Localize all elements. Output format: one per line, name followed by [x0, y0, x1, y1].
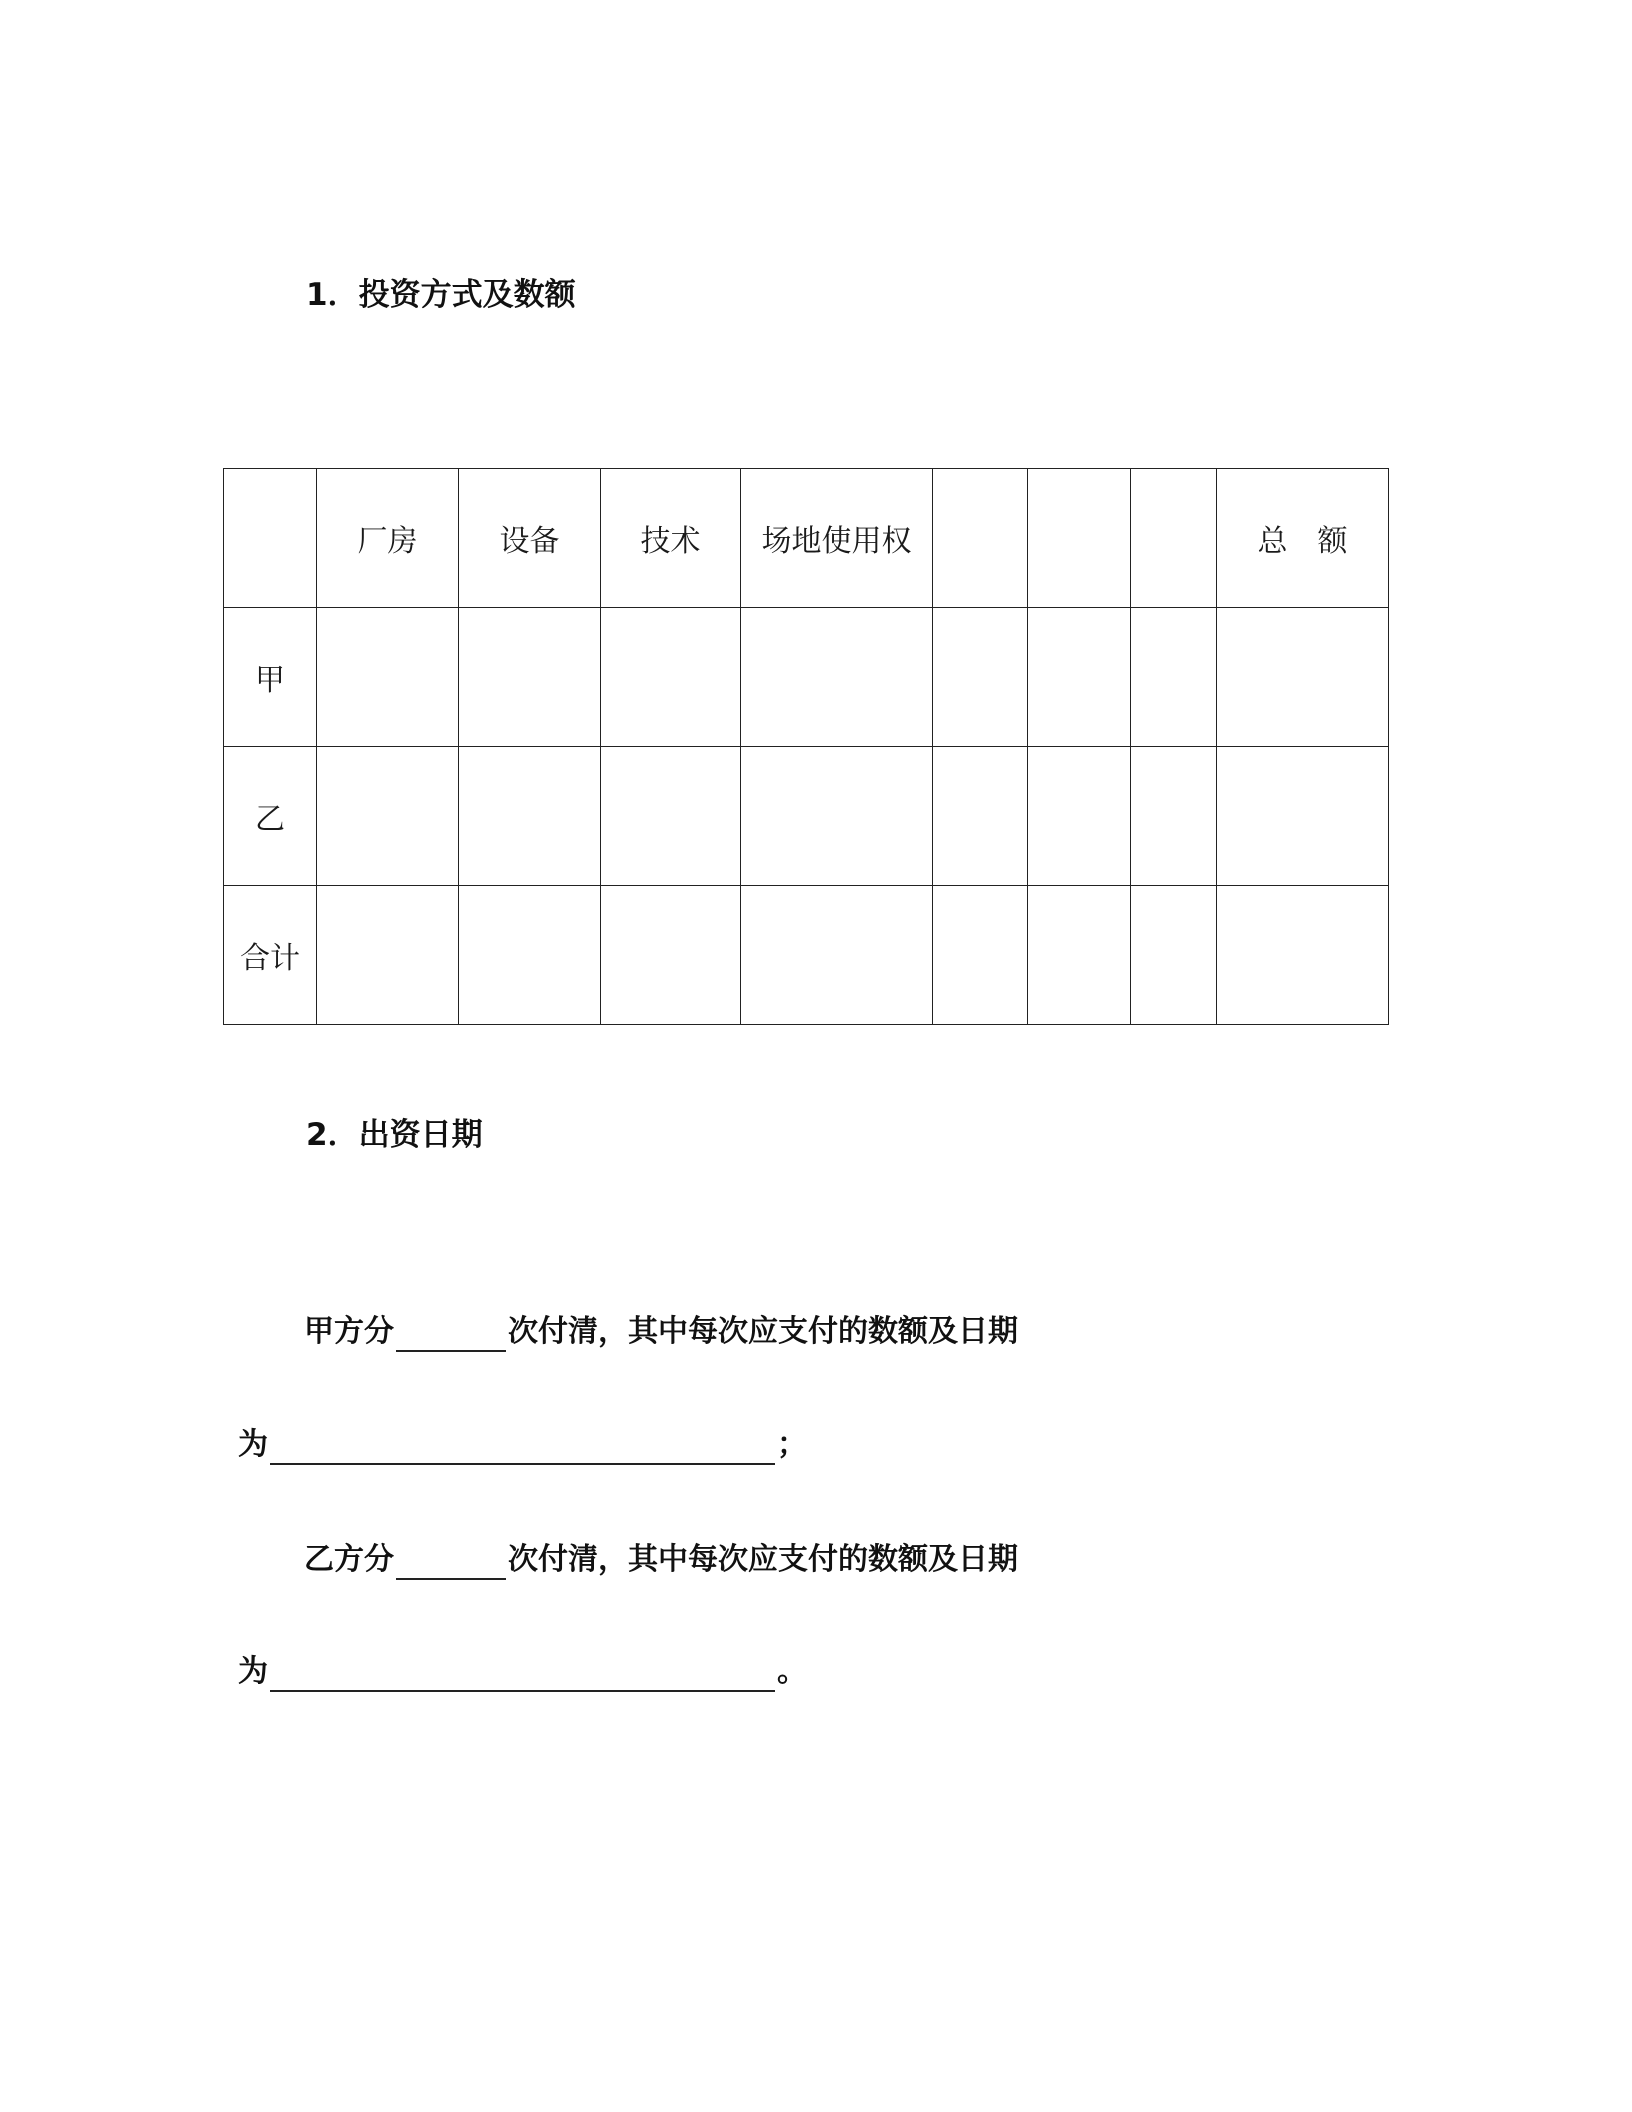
row-label-party-b: 乙 — [224, 747, 317, 886]
party-a-prefix: 甲方分 — [304, 1314, 394, 1349]
table-cell — [933, 886, 1028, 1025]
party-b-clause-line-2 — [238, 1652, 807, 1692]
table-cell — [459, 608, 601, 747]
table-cell — [601, 886, 741, 1025]
section-1-heading: 1．投资方式及数额 — [306, 277, 576, 313]
table-cell — [459, 747, 601, 886]
table-row — [224, 886, 1389, 1025]
party-a-clause-line-2 — [238, 1425, 807, 1465]
table-cell — [317, 747, 459, 886]
header-cell-blank-1 — [933, 469, 1028, 608]
table-cell — [741, 608, 933, 747]
table-row — [224, 608, 1389, 747]
table-cell — [317, 886, 459, 1025]
header-cell-equipment: 设备 — [459, 469, 601, 608]
table-cell — [1028, 608, 1131, 747]
table-cell — [1131, 886, 1217, 1025]
party-a-clause-line-1 — [304, 1312, 1018, 1352]
investment-table — [223, 468, 1389, 1025]
table-cell — [1131, 608, 1217, 747]
table-cell — [1217, 747, 1389, 886]
table-header-row — [224, 469, 1389, 608]
section-2-heading: 2．出资日期 — [306, 1117, 483, 1153]
header-cell-blank-3 — [1131, 469, 1217, 608]
table-cell — [1028, 747, 1131, 886]
table-cell — [601, 747, 741, 886]
table-cell — [741, 747, 933, 886]
table-cell — [933, 747, 1028, 886]
table-cell — [459, 886, 601, 1025]
table-cell — [317, 608, 459, 747]
header-cell-land-use-right: 场地使用权 — [741, 469, 933, 608]
party-a-line2-end: ； — [777, 1427, 807, 1462]
party-b-line2-end: 。 — [777, 1654, 807, 1689]
table-cell — [1028, 886, 1131, 1025]
table-row — [224, 747, 1389, 886]
party-b-installments-blank[interactable] — [396, 1544, 506, 1580]
header-cell-blank-2 — [1028, 469, 1131, 608]
party-b-line2-prefix: 为 — [238, 1654, 268, 1689]
table-cell — [601, 608, 741, 747]
party-a-suffix: 次付清，其中每次应支付的数额及日期 — [508, 1314, 1018, 1349]
table-cell — [741, 886, 933, 1025]
party-a-line2-prefix: 为 — [238, 1427, 268, 1462]
party-b-prefix: 乙方分 — [304, 1542, 394, 1577]
header-cell-corner — [224, 469, 317, 608]
header-cell-plant: 厂房 — [317, 469, 459, 608]
party-b-suffix: 次付清，其中每次应支付的数额及日期 — [508, 1542, 1018, 1577]
row-label-party-a: 甲 — [224, 608, 317, 747]
table-cell — [1217, 608, 1389, 747]
row-label-total: 合计 — [224, 886, 317, 1025]
table-cell — [1131, 747, 1217, 886]
header-cell-technology: 技术 — [601, 469, 741, 608]
party-b-clause-line-1 — [304, 1540, 1018, 1580]
table-cell — [933, 608, 1028, 747]
header-cell-total: 总 额 — [1217, 469, 1389, 608]
party-a-schedule-blank[interactable] — [270, 1429, 775, 1465]
party-a-installments-blank[interactable] — [396, 1316, 506, 1352]
table-cell — [1217, 886, 1389, 1025]
party-b-schedule-blank[interactable] — [270, 1656, 775, 1692]
